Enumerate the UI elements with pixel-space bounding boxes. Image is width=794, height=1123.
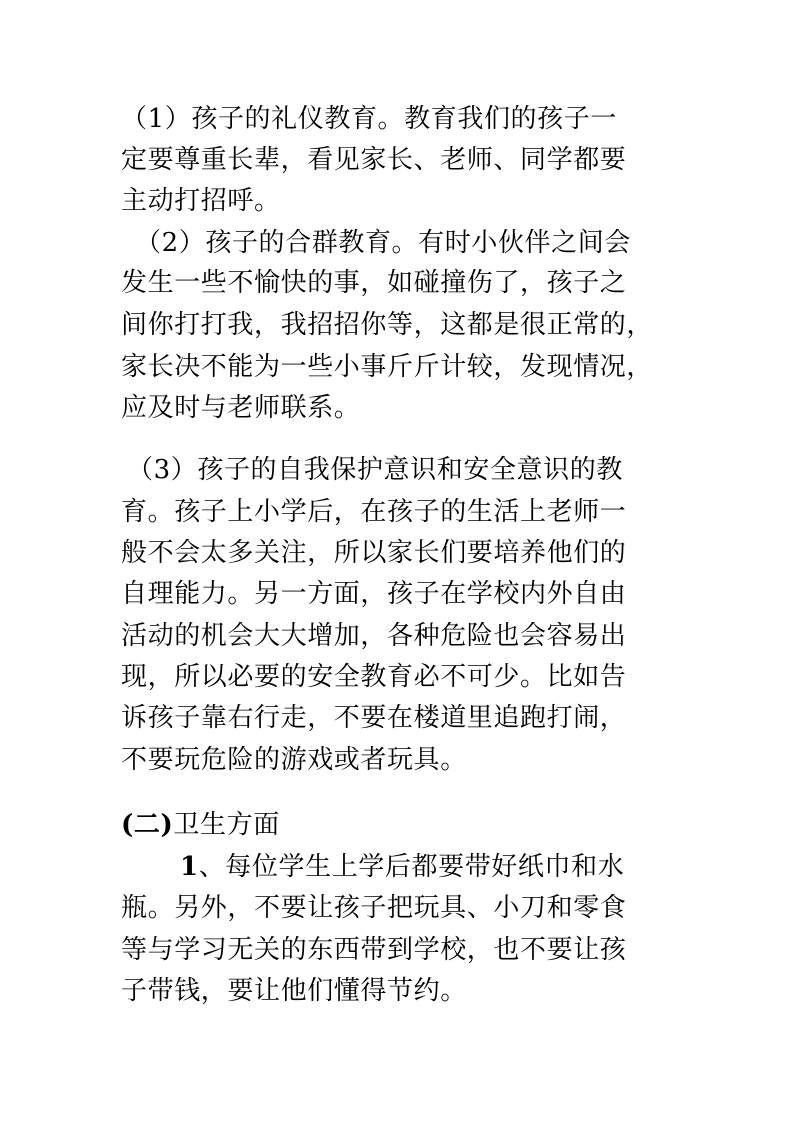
paragraph-line: 自理能力。另一方面，孩子在学校内外自由 [121, 579, 627, 609]
paragraph-line: 等与学习无关的东西带到学校，也不要让孩 [121, 935, 627, 965]
paragraph-line: 间你打打我，我招招你等，这都是很正常的， [121, 310, 654, 340]
paragraph-line: 定要尊重长辈，看见家长、老师、同学都要 [121, 145, 627, 175]
section-heading-text: 卫生方面 [173, 810, 280, 840]
paragraph-line: 般不会太多关注，所以家长们要培养他们的 [121, 538, 627, 568]
paragraph-line: 发生一些不愉快的事，如碰撞伤了，孩子之 [121, 268, 627, 298]
paragraph-line: 家长决不能为一些小事斤斤计较，发现情况， [121, 352, 654, 382]
paragraph-line: 活动的机会大大增加，各种危险也会容易出 [121, 621, 627, 651]
paragraph-line: 应及时与老师联系。 [121, 393, 361, 423]
paragraph-line: 不要玩危险的游戏或者玩具。 [121, 745, 467, 775]
paragraph-line: （3）孩子的自我保护意识和安全意识的教 [127, 455, 623, 485]
paragraph-line: 主动打招呼。 [121, 186, 281, 216]
paragraph-line [180, 852, 740, 882]
paragraph-line: 瓶。另外，不要让孩子把玩具、小刀和零食 [121, 893, 627, 923]
paragraph-line: （2）孩子的合群教育。有时小伙伴之间会 [135, 228, 631, 258]
paragraph-line: 现，所以必要的安全教育必不可少。比如告 [121, 662, 627, 692]
paragraph-line: 子带钱，要让他们懂得节约。 [121, 976, 467, 1006]
item-text: 、每位学生上学后都要带好纸巾和水 [198, 852, 625, 882]
section-heading-prefix: (二) [121, 810, 174, 840]
paragraph-line: 育。孩子上小学后，在孩子的生活上老师一 [121, 497, 627, 527]
section-heading [121, 810, 681, 840]
item-number: 1 [180, 852, 199, 882]
paragraph-line: 诉孩子靠右行走，不要在楼道里追跑打闹， [121, 703, 627, 733]
paragraph-line: （1）孩子的礼仪教育。教育我们的孩子一 [121, 104, 617, 134]
